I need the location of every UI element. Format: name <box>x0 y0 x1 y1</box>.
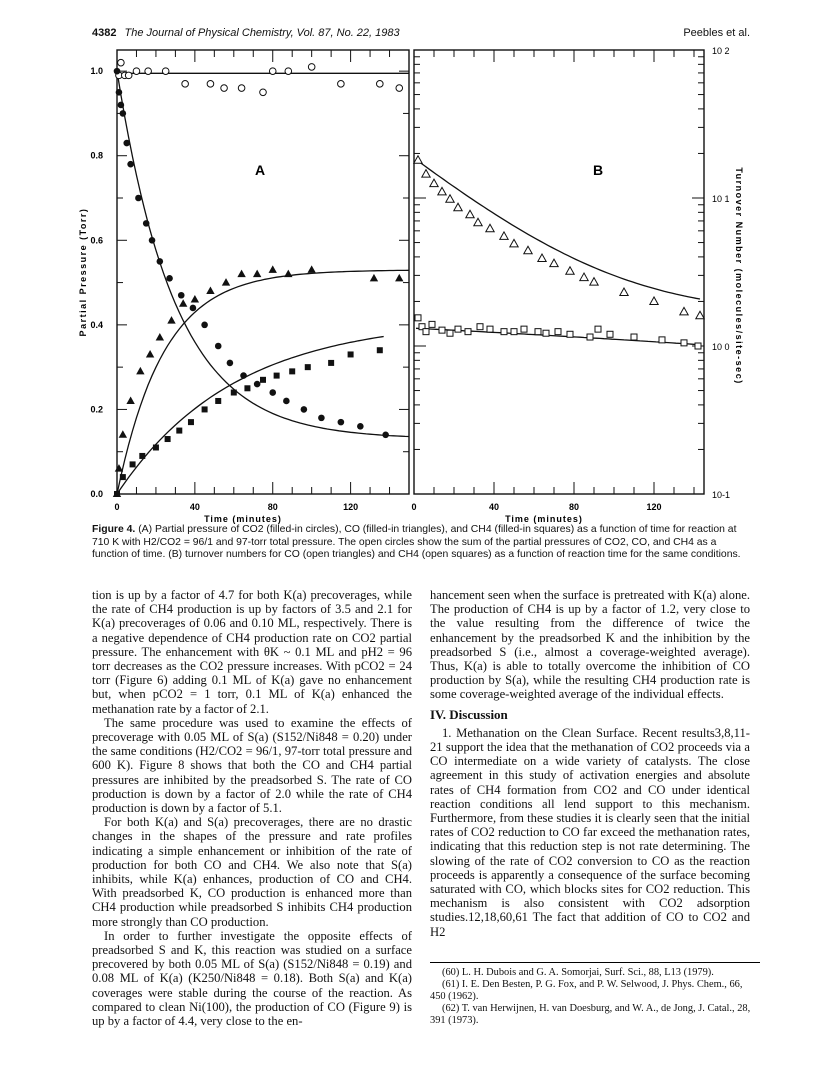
data-point-filled-triangle <box>237 270 245 278</box>
data-point-filled-circle <box>118 102 125 109</box>
data-point-filled-square <box>202 406 208 412</box>
data-point-open-triangle <box>446 195 454 203</box>
data-point-filled-square <box>289 368 295 374</box>
data-point-filled-square <box>139 453 145 459</box>
data-point-filled-circle <box>254 381 261 388</box>
data-point-filled-square <box>348 351 354 357</box>
data-point-open-triangle <box>466 210 474 218</box>
reference: (62) T. van Herwijnen, H. van Doesburg, and W. A., de Jong, J. Catal., 28, 391 (1973). <box>430 1003 751 1026</box>
data-point-open-square <box>555 329 561 335</box>
data-point-open-square <box>415 315 421 321</box>
paragraph: For both K(a) and S(a) precoverages, there are no drastic changes in the shapes of the pressure and rate profiles indicating a simple enhancement or inhibition of the rate of production for both CO and CH4. We also note that S(a) inhibits, while K(a) enhances, production of CO and CH4. With preadsorbed K, CO production is enhanced more than CH4 production while preadsorbed S inhibits CH4 production more strongly than CO production. <box>92 815 412 929</box>
data-point-filled-circle <box>357 423 364 430</box>
data-point-open-square <box>477 324 483 330</box>
data-point-filled-circle <box>157 258 164 265</box>
data-point-filled-square <box>328 360 334 366</box>
data-point-open-circle <box>308 64 315 71</box>
data-point-open-square <box>501 329 507 335</box>
data-point-open-square <box>465 329 471 335</box>
panel-label-a: A <box>254 162 266 178</box>
data-point-open-square <box>595 326 601 332</box>
data-point-open-triangle <box>422 170 430 178</box>
data-point-open-triangle <box>696 311 704 319</box>
data-point-filled-circle <box>149 237 156 244</box>
data-point-open-square <box>429 321 435 327</box>
data-point-open-circle <box>285 68 292 75</box>
journal-name: The Journal of Physical Chemistry, Vol. 87, No. 22, 1983 <box>124 27 400 39</box>
data-point-filled-circle <box>190 305 197 312</box>
data-point-filled-triangle <box>284 270 292 278</box>
data-point-filled-circle <box>201 322 208 329</box>
data-point-open-square <box>535 329 541 335</box>
data-point-open-circle <box>125 72 132 79</box>
x-axis-label-a: Time (minutes) <box>204 514 282 524</box>
data-point-filled-circle <box>301 406 308 413</box>
caption-text: (A) Partial pressure of CO2 (filled-in circles), CO (filled-in triangles), and CH4 (filled-in squares) as a function of time for reaction at 710 K with H2/CO2 = 96/1 and 97-torr total pressure. The open circles show the sum of the partial pressures of CO2, CO, and CH4 as a function of time. (B) turnover numbers for CO (open triangles) and CH4 (open squares) as a function of reaction time for the same conditions. <box>92 524 741 560</box>
data-point-filled-triangle <box>191 295 199 303</box>
x-tick-label-b: 120 <box>646 502 662 512</box>
data-point-filled-triangle <box>115 464 123 472</box>
data-point-open-triangle <box>590 278 598 286</box>
data-point-filled-triangle <box>206 287 214 295</box>
right-column <box>430 588 750 939</box>
data-point-filled-triangle <box>370 274 378 282</box>
data-point-open-triangle <box>500 232 508 240</box>
x-tick-label-b: 40 <box>488 502 500 512</box>
x-tick-label-b: 80 <box>568 502 580 512</box>
data-point-filled-circle <box>318 415 325 422</box>
data-point-filled-circle <box>338 419 345 426</box>
x-tick-label-a: 40 <box>189 502 200 512</box>
figure-caption <box>92 524 752 562</box>
paragraph: hancement seen when the surface is pretreated with K(a) alone. The production of CH4 is up by a factor of 1.2, very close to the value resulting from the difference of twice the enhancement by the preadsorbed K and the inhibition by the preadsorbed S (i.e., almost a coverage-weighted average). Thus, K(a) is able to totally overcome the inhibition of CO production by S(a), while the resulting CH4 production rate is some coverage-weighted average of the individual effects. <box>430 588 750 702</box>
data-point-filled-square <box>231 390 237 396</box>
data-point-filled-triangle <box>253 270 261 278</box>
header-authors: Peebles et al. <box>683 27 750 39</box>
data-point-open-triangle <box>414 156 422 164</box>
y-tick-label-a: 0.0 <box>90 489 103 499</box>
y-tick-label-a: 0.8 <box>90 150 103 161</box>
data-point-open-triangle <box>474 218 482 226</box>
ch4-fit-curve <box>117 337 384 495</box>
data-point-filled-circle <box>178 292 185 299</box>
data-point-filled-circle <box>120 110 127 117</box>
data-point-filled-triangle <box>307 265 315 273</box>
data-point-filled-triangle <box>167 316 175 324</box>
section-heading: IV. Discussion <box>430 706 508 722</box>
data-point-filled-circle <box>116 89 123 96</box>
data-point-open-circle <box>338 81 345 88</box>
data-point-filled-square <box>377 347 383 353</box>
data-point-filled-circle <box>135 195 142 202</box>
caption-label: Figure 4. <box>92 524 136 535</box>
data-point-filled-square <box>120 474 126 480</box>
data-point-filled-circle <box>382 432 389 439</box>
data-point-open-square <box>587 334 593 340</box>
data-point-open-circle <box>182 81 189 88</box>
y-tick-label-a: 0.6 <box>90 235 103 246</box>
data-point-filled-square <box>188 419 194 425</box>
data-point-open-triangle <box>454 203 462 211</box>
data-point-open-triangle <box>620 288 628 296</box>
data-point-open-triangle <box>566 267 574 275</box>
data-point-open-circle <box>238 85 245 92</box>
data-point-filled-triangle <box>119 430 127 438</box>
data-point-filled-square <box>130 461 136 467</box>
x-tick-label-b: 0 <box>411 502 417 512</box>
data-point-open-square <box>511 329 517 335</box>
data-point-open-square <box>631 334 637 340</box>
paragraph: In order to further investigate the opposite effects of preadsorbed S and K, this reaction was studied on a surface precovered by both 0.05 ML of S(a) (S152/Ni848 = 0.19) and 0.08 ML of K(a) (K250/Ni848 = 0.18). Both S(a) and K(a) coverages were stable during the course of the reaction. As compared to clean Ni(100), the production of CO (Figure 9) is up by a factor of 4.4, very close to the en- <box>92 928 412 1029</box>
data-point-open-square <box>439 327 445 333</box>
data-point-filled-square <box>274 373 280 379</box>
data-point-open-triangle <box>538 254 546 261</box>
data-point-filled-circle <box>127 161 134 168</box>
x-tick-label-a: 120 <box>343 502 359 512</box>
y-tick-label-a: 1.0 <box>90 66 103 77</box>
data-point-filled-circle <box>123 140 130 147</box>
data-point-filled-circle <box>269 389 276 396</box>
data-point-open-circle <box>260 89 267 96</box>
data-point-filled-square <box>215 398 221 404</box>
data-point-filled-circle <box>283 398 290 405</box>
data-point-filled-triangle <box>126 396 134 404</box>
data-point-filled-triangle <box>146 350 154 358</box>
reference: (60) L. H. Dubois and G. A. Somorjai, Surf. Sci., 88, L13 (1979). <box>442 967 714 978</box>
page-number: 4382 <box>92 27 117 39</box>
data-point-filled-circle <box>143 220 150 227</box>
data-point-open-triangle <box>438 187 446 195</box>
data-point-filled-circle <box>114 68 121 75</box>
data-point-open-circle <box>269 68 276 75</box>
y-tick-label-a: 0.2 <box>90 404 103 415</box>
data-point-filled-circle <box>240 372 247 379</box>
paragraph: The same procedure was used to examine the effects of precoverage with 0.05 ML of S(a) (S152/Ni848 = 0.20) under the same conditions (H2/CO2 = 96/1, 97-torr total pressure and 600 K). Figure 8 shows that both the CO and CH4 partial pressures are inhibited by the preadsorbed S. The rate of CO production is down by a factor of 2.0 while the rate of CH4 production is down by a factor of 5.1. <box>92 715 412 816</box>
data-point-filled-triangle <box>156 333 164 341</box>
data-point-open-triangle <box>650 297 658 305</box>
data-point-open-square <box>521 326 527 332</box>
data-point-open-circle <box>118 59 125 66</box>
data-point-open-triangle <box>486 224 494 232</box>
data-point-open-triangle <box>680 307 688 315</box>
data-point-open-square <box>607 331 613 337</box>
data-point-filled-square <box>153 444 159 450</box>
panel-label-b: B <box>592 162 604 178</box>
y-tick-label-b: 10 1 <box>712 194 730 204</box>
left-column <box>92 588 412 1028</box>
data-point-open-triangle <box>550 259 558 267</box>
data-point-filled-triangle <box>269 265 277 273</box>
x-tick-label-a: 80 <box>267 502 278 512</box>
data-point-open-circle <box>207 81 214 88</box>
data-point-open-triangle <box>580 273 588 281</box>
data-point-open-square <box>659 337 665 343</box>
data-point-open-circle <box>133 68 140 75</box>
paragraph: 1. Methanation on the Clean Surface. Recent results3,8,11-21 support the idea that the methanation of CO2 proceeds via a CO intermediate on a wide variety of catalysts. The close agreement in this study of activation energies and absolute rates of CH4 formation from CO2 and CO under identical reaction conditions all lend support to this mechanism. Furthermore, from these studies it is clearly seen that the initial rates of CO2 reduction to CO far exceed the methanation rates, indicating that this reduction step is not rate determining. The slowing of the rate of CO2 conversion to CO as the reaction proceeds is apparently a consequence of the surface becoming saturated with CO, which blocks sites for CO2 reduction. This mechanism is also consistent with CO2 adsorption studies.12,18,60,61 The fact that addition of CO to CO2 and H2 <box>430 725 750 939</box>
data-point-open-triangle <box>430 179 438 187</box>
data-point-open-circle <box>396 85 403 92</box>
y-tick-label-b: 10-1 <box>712 490 731 500</box>
data-point-filled-triangle <box>136 367 144 375</box>
x-axis-label-b: Time (minutes) <box>505 514 583 524</box>
reference: (61) I. E. Den Besten, P. G. Fox, and P. W. Selwood, J. Phys. Chem., 66, 450 (1962). <box>430 979 743 1002</box>
data-point-filled-square <box>260 377 266 383</box>
data-point-open-square <box>423 329 429 335</box>
data-point-open-triangle <box>510 239 518 247</box>
data-point-open-triangle <box>524 246 532 254</box>
data-point-open-square <box>567 331 573 337</box>
co-turnover-curve <box>416 160 700 299</box>
panel-b-frame <box>414 50 704 494</box>
data-point-filled-circle <box>166 275 173 282</box>
data-point-open-square <box>681 340 687 346</box>
data-point-filled-square <box>114 491 120 497</box>
data-point-open-circle <box>162 68 169 75</box>
data-point-filled-square <box>176 428 182 434</box>
data-point-filled-circle <box>215 343 222 350</box>
data-point-open-square <box>447 330 453 336</box>
data-point-open-square <box>455 326 461 332</box>
data-point-filled-square <box>305 364 311 370</box>
data-point-filled-square <box>165 436 171 442</box>
x-tick-label-a: 0 <box>114 502 120 512</box>
panel-a-frame <box>117 50 409 494</box>
y-axis-label-a: Partial Pressure (Torr) <box>78 207 88 337</box>
data-point-open-circle <box>377 81 384 88</box>
data-point-open-square <box>487 326 493 332</box>
data-point-filled-triangle <box>222 278 230 286</box>
data-point-filled-triangle <box>395 274 403 282</box>
data-point-open-circle <box>221 85 228 92</box>
data-point-filled-triangle <box>179 299 187 307</box>
y-tick-label-b: 10 0 <box>712 342 730 352</box>
paragraph: tion is up by a factor of 4.7 for both K(a) precoverages, while the rate of CH4 production is up by factors of 3.5 and 2.1 for K(a) precoverages of 0.06 and 0.10 ML, respectively. There is a negative dependence of CH4 production rate on CO2 partial pressure. The enhancement with θK ~ 0.1 ML and pH2 = 96 torr decreases as the CO2 pressure increases. With pCO2 = 24 torr (Figure 6) adding 0.1 ML of K(a) gave no enhancement but, when pCO2 = 1 torr, 0.1 ML of K(a) enhanced the methanation rate by a factor of 2.1. <box>92 588 412 716</box>
data-point-filled-circle <box>227 360 234 367</box>
references <box>430 962 760 1027</box>
y-tick-label-a: 0.4 <box>90 319 103 330</box>
data-point-open-circle <box>145 68 152 75</box>
data-point-open-square <box>543 330 549 336</box>
y-tick-label-b: 10 2 <box>712 46 730 56</box>
data-point-open-square <box>695 343 701 349</box>
y-axis-label-b: Turnover Number (molecules/site-sec) <box>734 167 744 385</box>
data-point-filled-square <box>244 385 250 391</box>
